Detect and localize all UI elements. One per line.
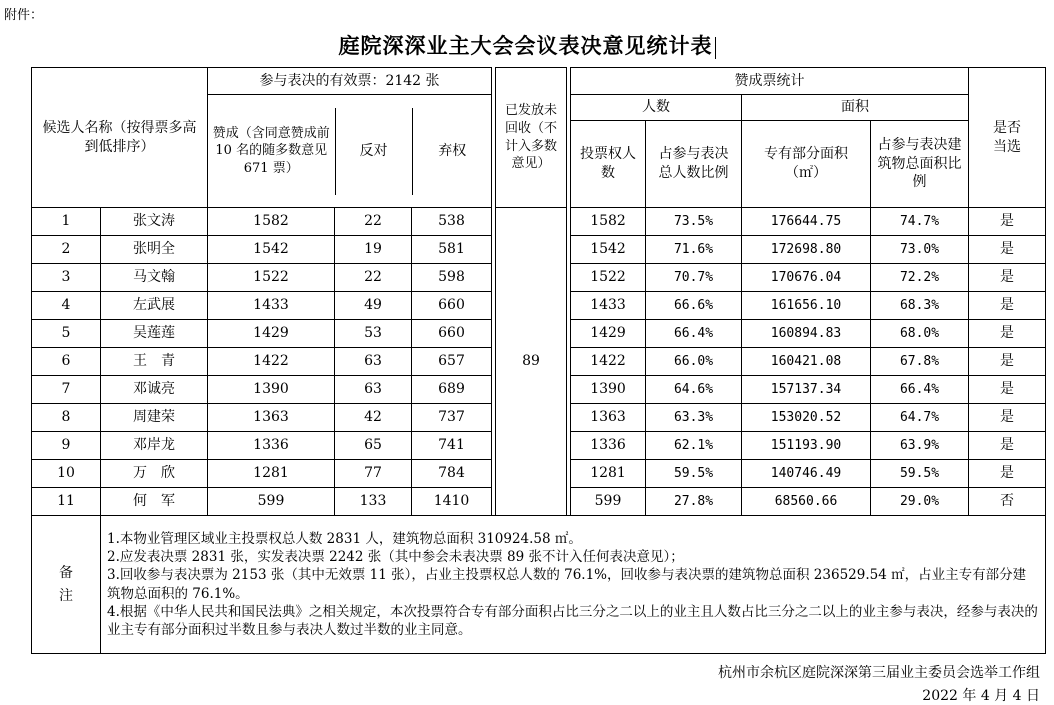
cell-no: 11 xyxy=(32,488,101,516)
cell-area: 140746.49 xyxy=(742,460,871,488)
cell-area: 161656.10 xyxy=(742,292,871,320)
cell-vote-people: 1429 xyxy=(571,320,646,348)
cell-no: 7 xyxy=(32,376,101,404)
cell-abstain: 538 xyxy=(412,208,492,236)
cell-vote-people: 1281 xyxy=(571,460,646,488)
cell-vote-people: 1336 xyxy=(571,432,646,460)
cell-no: 8 xyxy=(32,404,101,432)
cell-area: 172698.80 xyxy=(742,236,871,264)
title-text: 庭院深深业主大会会议表决意见统计表 xyxy=(338,33,713,58)
cell-people-ratio: 73.5% xyxy=(646,208,742,236)
cell-abstain: 598 xyxy=(412,264,492,292)
cell-no: 1 xyxy=(32,208,101,236)
cell-oppose: 22 xyxy=(335,208,412,236)
header-vote-people: 投票权人数 xyxy=(571,121,646,208)
cell-people-ratio: 66.0% xyxy=(646,348,742,376)
cell-elected: 是 xyxy=(969,404,1046,432)
cell-no: 3 xyxy=(32,264,101,292)
notes-row xyxy=(32,516,1046,654)
cell-vote-people: 599 xyxy=(571,488,646,516)
unreturned-value: 89 xyxy=(496,208,567,516)
cell-approve: 1336 xyxy=(208,432,335,460)
cell-area-ratio: 68.0% xyxy=(871,320,969,348)
cell-approve: 1522 xyxy=(208,264,335,292)
cell-area-ratio: 74.7% xyxy=(871,208,969,236)
cell-people-ratio: 66.6% xyxy=(646,292,742,320)
header-unreturned: 已发放未回收（不计入多数意见） xyxy=(496,68,567,208)
cell-vote-people: 1542 xyxy=(571,236,646,264)
cell-vote-people: 1522 xyxy=(571,264,646,292)
cell-oppose: 42 xyxy=(335,404,412,432)
header-elected: 是否当选 xyxy=(969,68,1046,208)
cell-abstain: 741 xyxy=(412,432,492,460)
cell-elected: 是 xyxy=(969,208,1046,236)
cell-name: 左武展 xyxy=(101,292,208,320)
cell-oppose: 133 xyxy=(335,488,412,516)
attachment-label: 附件： xyxy=(4,8,44,23)
cell-area: 160894.83 xyxy=(742,320,871,348)
cell-area: 157137.34 xyxy=(742,376,871,404)
cell-area: 68560.66 xyxy=(742,488,871,516)
cell-elected: 是 xyxy=(969,264,1046,292)
cell-elected: 是 xyxy=(969,236,1046,264)
cell-area: 151193.90 xyxy=(742,432,871,460)
cell-vote-people: 1433 xyxy=(571,292,646,320)
cell-elected: 是 xyxy=(969,348,1046,376)
cell-abstain: 784 xyxy=(412,460,492,488)
header-valid-votes: 参与表决的有效票：2142 张 xyxy=(208,68,492,95)
cell-abstain: 737 xyxy=(412,404,492,432)
cell-area-ratio: 73.0% xyxy=(871,236,969,264)
cell-area: 153020.52 xyxy=(742,404,871,432)
notes-content xyxy=(101,516,1046,654)
header-oppose: 反对 xyxy=(335,108,412,195)
cell-people-ratio: 59.5% xyxy=(646,460,742,488)
header-area: 面积 xyxy=(742,95,969,121)
cell-name: 万 欣 xyxy=(101,460,208,488)
cell-approve: 1422 xyxy=(208,348,335,376)
cell-people-ratio: 27.8% xyxy=(646,488,742,516)
cell-approve: 1390 xyxy=(208,376,335,404)
header-exclusive-area: 专有部分面积（㎡） xyxy=(742,121,871,208)
cell-vote-people: 1363 xyxy=(571,404,646,432)
cell-area-ratio: 29.0% xyxy=(871,488,969,516)
header-people-ratio: 占参与表决总人数比例 xyxy=(646,121,742,208)
vote-statistics-table xyxy=(31,67,1046,654)
cell-name: 邓岸龙 xyxy=(101,432,208,460)
cell-name: 王 青 xyxy=(101,348,208,376)
cell-abstain: 657 xyxy=(412,348,492,376)
cell-elected: 是 xyxy=(969,460,1046,488)
cell-name: 邓诚亮 xyxy=(101,376,208,404)
text-cursor xyxy=(715,37,716,59)
cell-approve: 1542 xyxy=(208,236,335,264)
cell-no: 9 xyxy=(32,432,101,460)
cell-area-ratio: 68.3% xyxy=(871,292,969,320)
cell-vote-people: 1422 xyxy=(571,348,646,376)
notes-label xyxy=(32,516,101,654)
cell-area-ratio: 72.2% xyxy=(871,264,969,292)
table-row xyxy=(32,208,1046,236)
cell-approve: 1281 xyxy=(208,460,335,488)
cell-people-ratio: 63.3% xyxy=(646,404,742,432)
page-title xyxy=(0,30,1054,60)
notes-label-text: 备注 xyxy=(59,565,73,604)
cell-people-ratio: 71.6% xyxy=(646,236,742,264)
cell-area: 170676.04 xyxy=(742,264,871,292)
header-area-ratio: 占参与表决建筑物总面积比例 xyxy=(871,121,969,208)
cell-no: 4 xyxy=(32,292,101,320)
cell-area-ratio: 64.7% xyxy=(871,404,969,432)
cell-no: 5 xyxy=(32,320,101,348)
header-approve-stats: 赞成票统计 xyxy=(571,68,969,95)
cell-name: 马文翰 xyxy=(101,264,208,292)
header-approve: 赞成（含同意赞成前10 名的随多数意见671 票） xyxy=(208,108,335,195)
header-people: 人数 xyxy=(571,95,742,121)
cell-area-ratio: 66.4% xyxy=(871,376,969,404)
note-item: 3.回收参与表决票为 2153 张（其中无效票 11 张），占业主投票权总人数的 76.1%，回收参与表决票的建筑物总面积 236529.54 ㎡，占业主专有部分建筑物总面积的 76.1%。 xyxy=(107,567,1027,602)
cell-approve: 1582 xyxy=(208,208,335,236)
cell-name: 张明全 xyxy=(101,236,208,264)
cell-area: 176644.75 xyxy=(742,208,871,236)
note-item: 1.本物业管理区域业主投票权总人数 2831 人，建筑物总面积 310924.58 ㎡。 xyxy=(107,530,582,547)
cell-oppose: 77 xyxy=(335,460,412,488)
cell-oppose: 19 xyxy=(335,236,412,264)
header-candidate: 候选人名称（按得票多高到低排序） xyxy=(32,68,208,208)
cell-elected: 是 xyxy=(969,292,1046,320)
cell-vote-people: 1390 xyxy=(571,376,646,404)
cell-abstain: 581 xyxy=(412,236,492,264)
cell-area: 160421.08 xyxy=(742,348,871,376)
cell-people-ratio: 70.7% xyxy=(646,264,742,292)
cell-oppose: 22 xyxy=(335,264,412,292)
note-item: 2.应发表决票 2831 张，实发表决票 2242 张（其中参会未表决票 89 张不计入任何表决意见）； xyxy=(107,549,684,566)
cell-area-ratio: 59.5% xyxy=(871,460,969,488)
cell-area-ratio: 63.9% xyxy=(871,432,969,460)
cell-approve: 599 xyxy=(208,488,335,516)
cell-elected: 是 xyxy=(969,320,1046,348)
cell-name: 周建荣 xyxy=(101,404,208,432)
cell-elected: 是 xyxy=(969,376,1046,404)
cell-name: 何 军 xyxy=(101,488,208,516)
cell-approve: 1429 xyxy=(208,320,335,348)
cell-elected: 是 xyxy=(969,432,1046,460)
cell-name: 吴莲莲 xyxy=(101,320,208,348)
cell-people-ratio: 64.6% xyxy=(646,376,742,404)
cell-people-ratio: 66.4% xyxy=(646,320,742,348)
cell-oppose: 63 xyxy=(335,376,412,404)
cell-abstain: 689 xyxy=(412,376,492,404)
cell-name: 张文涛 xyxy=(101,208,208,236)
cell-abstain: 660 xyxy=(412,292,492,320)
cell-oppose: 65 xyxy=(335,432,412,460)
cell-oppose: 49 xyxy=(335,292,412,320)
footer-organization: 杭州市余杭区庭院深深第三届业主委员会选举工作组 xyxy=(718,665,1040,681)
cell-oppose: 53 xyxy=(335,320,412,348)
cell-oppose: 63 xyxy=(335,348,412,376)
cell-no: 2 xyxy=(32,236,101,264)
cell-elected: 否 xyxy=(969,488,1046,516)
cell-abstain: 660 xyxy=(412,320,492,348)
cell-approve: 1363 xyxy=(208,404,335,432)
header-abstain: 弃权 xyxy=(438,142,467,159)
cell-vote-people: 1582 xyxy=(571,208,646,236)
cell-area-ratio: 67.8% xyxy=(871,348,969,376)
cell-abstain: 1410 xyxy=(412,488,492,516)
footer-date: 2022 年 4 月 4 日 xyxy=(922,688,1040,704)
note-item: 4.根据《中华人民共和国民法典》之相关规定，本次投票符合专有部分面积占比三分之二以上的业主且人数占比三分之二以上的业主参与表决，经参与表决的业主专有部分面积过半数且参与表决人数过半数的业主同意。 xyxy=(107,603,1038,638)
cell-no: 10 xyxy=(32,460,101,488)
cell-no: 6 xyxy=(32,348,101,376)
cell-people-ratio: 62.1% xyxy=(646,432,742,460)
cell-approve: 1433 xyxy=(208,292,335,320)
